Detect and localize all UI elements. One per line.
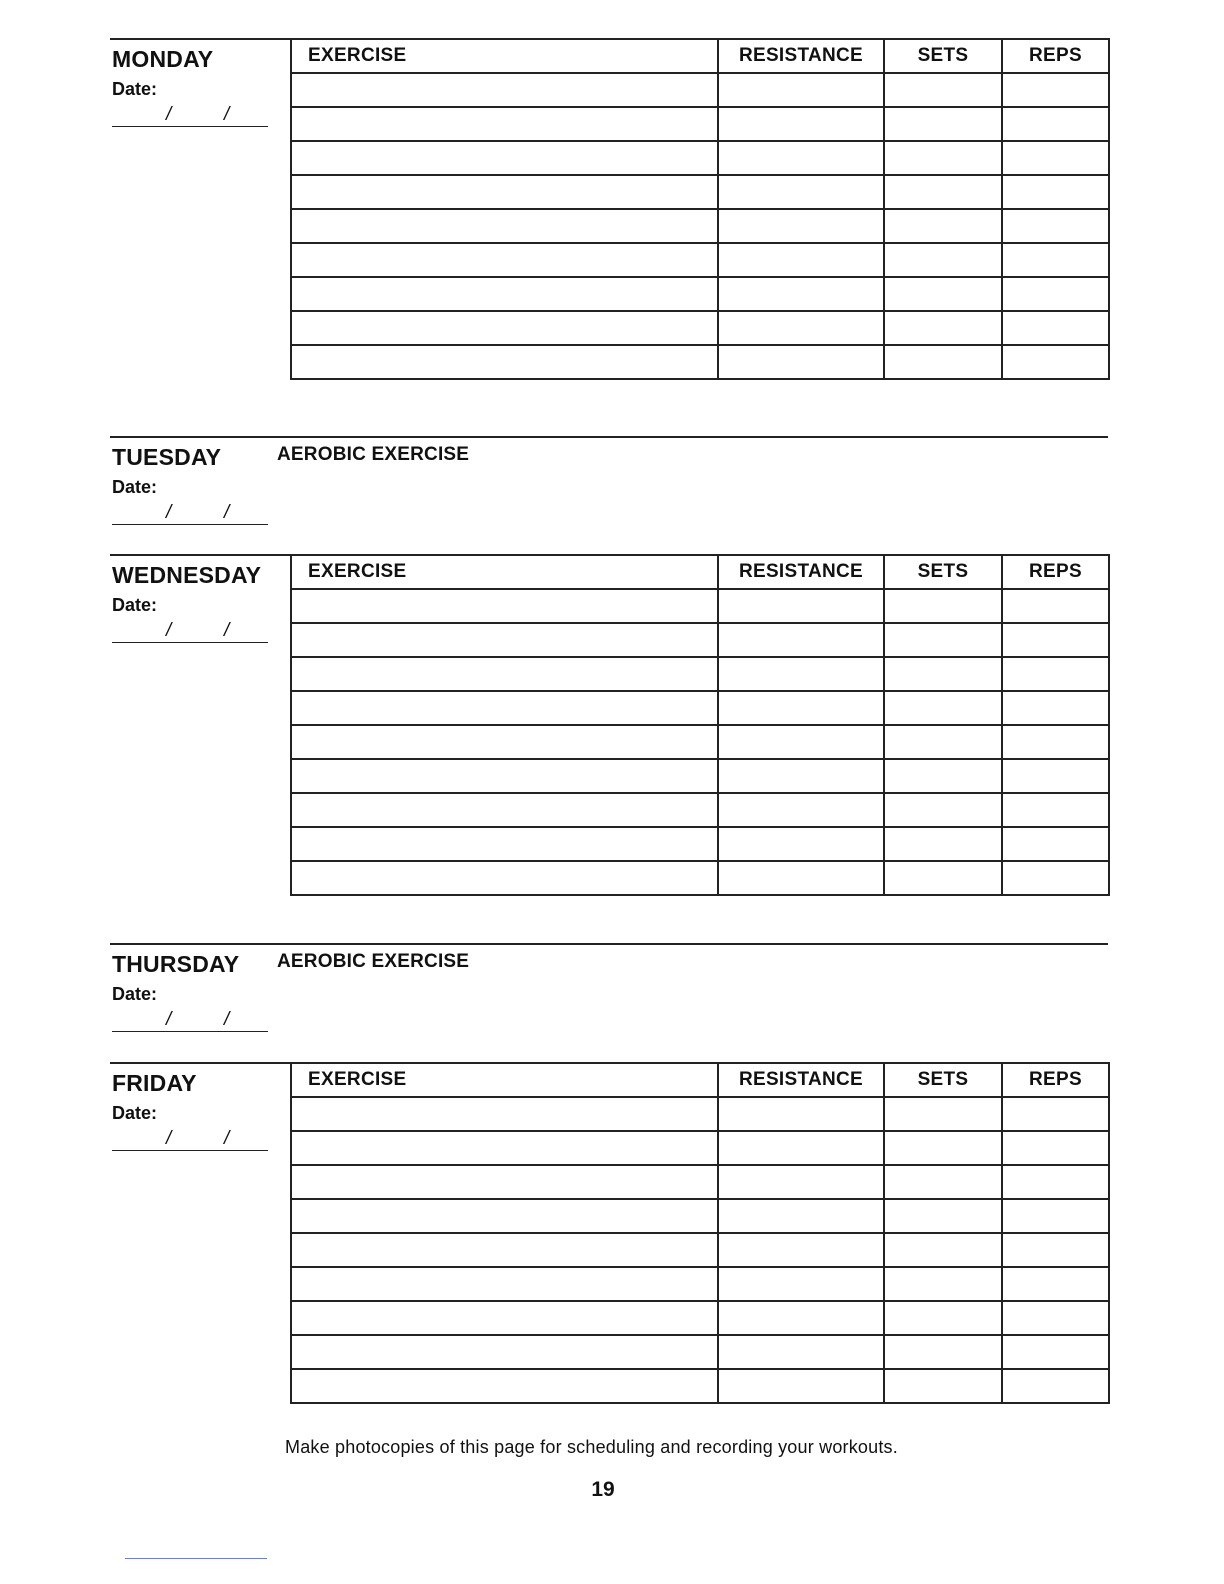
friday-exercise-table: [290, 1062, 1110, 1404]
exercise-cell[interactable]: [291, 623, 718, 657]
thursday-date-field[interactable]: [112, 1005, 268, 1032]
reps-cell[interactable]: [1002, 827, 1109, 861]
reps-cell[interactable]: [1002, 1131, 1109, 1165]
friday-section: [110, 1062, 1108, 1424]
table-row: [291, 589, 1109, 623]
thursday-divider: [110, 943, 1108, 945]
table-row: [291, 175, 1109, 209]
sets-cell[interactable]: [884, 1165, 1002, 1199]
reps-cell[interactable]: [1002, 657, 1109, 691]
sets-cell[interactable]: [884, 1369, 1002, 1403]
table-row: [291, 657, 1109, 691]
sets-cell[interactable]: [884, 1335, 1002, 1369]
date-slash: /: [224, 502, 230, 523]
sets-cell[interactable]: [884, 827, 1002, 861]
table-row: [291, 827, 1109, 861]
reps-cell[interactable]: [1002, 1199, 1109, 1233]
thursday-section: [110, 943, 1108, 1043]
reps-cell[interactable]: [1002, 345, 1109, 379]
resistance-cell[interactable]: [718, 725, 884, 759]
exercise-cell[interactable]: [291, 1199, 718, 1233]
header-sets: SETS: [884, 555, 1002, 589]
resistance-cell[interactable]: [718, 793, 884, 827]
wednesday-date-label: Date:: [112, 595, 158, 615]
resistance-cell[interactable]: [718, 691, 884, 725]
table-row: [291, 1301, 1109, 1335]
exercise-cell[interactable]: [291, 311, 718, 345]
sets-cell[interactable]: [884, 1233, 1002, 1267]
table-row: [291, 1335, 1109, 1369]
exercise-cell[interactable]: [291, 691, 718, 725]
header-resistance: RESISTANCE: [718, 39, 884, 73]
table-header-row: [291, 555, 1109, 589]
friday-day-name: FRIDAY: [112, 1070, 197, 1096]
tuesday-aerobic-label: AEROBIC EXERCISE: [277, 444, 470, 465]
page-number-wrap: [0, 1478, 1224, 1502]
reps-cell[interactable]: [1002, 1165, 1109, 1199]
header-reps: REPS: [1002, 39, 1109, 73]
exercise-cell[interactable]: [291, 345, 718, 379]
reps-cell[interactable]: [1002, 277, 1109, 311]
thursday-day-block: [112, 951, 282, 1032]
date-slash: /: [224, 104, 230, 125]
exercise-cell[interactable]: [291, 209, 718, 243]
sets-cell[interactable]: [884, 623, 1002, 657]
table-header-row: [291, 1063, 1109, 1097]
date-slash: /: [166, 1128, 172, 1149]
resistance-cell[interactable]: [718, 1233, 884, 1267]
resistance-cell[interactable]: [718, 73, 884, 107]
date-slash: /: [166, 104, 172, 125]
monday-section: [110, 38, 1108, 402]
table-header-row: [291, 39, 1109, 73]
wednesday-section: [110, 554, 1108, 914]
tuesday-divider: [110, 436, 1108, 438]
resistance-cell[interactable]: [718, 175, 884, 209]
resistance-cell[interactable]: [718, 827, 884, 861]
table-row: [291, 1267, 1109, 1301]
table-row: [291, 861, 1109, 895]
reps-cell[interactable]: [1002, 175, 1109, 209]
exercise-cell[interactable]: [291, 759, 718, 793]
header-resistance: RESISTANCE: [718, 555, 884, 589]
resistance-cell[interactable]: [718, 1369, 884, 1403]
resistance-cell[interactable]: [718, 243, 884, 277]
resistance-cell[interactable]: [718, 1165, 884, 1199]
monday-date-field[interactable]: [112, 100, 268, 127]
sets-cell[interactable]: [884, 759, 1002, 793]
sets-cell[interactable]: [884, 73, 1002, 107]
exercise-cell[interactable]: [291, 1097, 718, 1131]
reps-cell[interactable]: [1002, 243, 1109, 277]
table-row: [291, 73, 1109, 107]
monday-exercise-table: [290, 38, 1110, 380]
sets-cell[interactable]: [884, 209, 1002, 243]
friday-date-field[interactable]: [112, 1124, 268, 1151]
resistance-cell[interactable]: [718, 1199, 884, 1233]
exercise-cell[interactable]: [291, 141, 718, 175]
date-slash: /: [224, 1128, 230, 1149]
sets-cell[interactable]: [884, 657, 1002, 691]
exercise-cell[interactable]: [291, 861, 718, 895]
reps-cell[interactable]: [1002, 589, 1109, 623]
sets-cell[interactable]: [884, 793, 1002, 827]
header-exercise: EXERCISE: [291, 39, 718, 73]
reps-cell[interactable]: [1002, 1267, 1109, 1301]
resistance-cell[interactable]: [718, 277, 884, 311]
sets-cell[interactable]: [884, 1199, 1002, 1233]
reps-cell[interactable]: [1002, 1233, 1109, 1267]
resistance-cell[interactable]: [718, 209, 884, 243]
sets-cell[interactable]: [884, 1301, 1002, 1335]
header-sets: SETS: [884, 1063, 1002, 1097]
resistance-cell[interactable]: [718, 141, 884, 175]
sets-cell[interactable]: [884, 1097, 1002, 1131]
table-row: [291, 1131, 1109, 1165]
exercise-cell[interactable]: [291, 73, 718, 107]
wednesday-day-block: [112, 562, 282, 643]
sets-cell[interactable]: [884, 1131, 1002, 1165]
date-slash: /: [166, 502, 172, 523]
table-row: [291, 1165, 1109, 1199]
exercise-cell[interactable]: [291, 1369, 718, 1403]
table-row: [291, 1369, 1109, 1403]
reps-cell[interactable]: [1002, 759, 1109, 793]
table-row: [291, 1233, 1109, 1267]
exercise-cell[interactable]: [291, 725, 718, 759]
table-row: [291, 345, 1109, 379]
tuesday-date-field[interactable]: [112, 498, 268, 525]
table-row: [291, 623, 1109, 657]
thursday-date-label: Date:: [112, 984, 158, 1004]
reps-cell[interactable]: [1002, 141, 1109, 175]
exercise-cell[interactable]: [291, 1267, 718, 1301]
header-exercise: EXERCISE: [291, 1063, 718, 1097]
monday-date-label: Date:: [112, 79, 158, 99]
thursday-aerobic-label: AEROBIC EXERCISE: [277, 951, 470, 972]
wednesday-exercise-table: [290, 554, 1110, 896]
exercise-cell[interactable]: [291, 1301, 718, 1335]
tuesday-day-block: [112, 444, 282, 525]
exercise-cell[interactable]: [291, 1335, 718, 1369]
sets-cell[interactable]: [884, 141, 1002, 175]
sets-cell[interactable]: [884, 725, 1002, 759]
table-row: [291, 141, 1109, 175]
resistance-cell[interactable]: [718, 759, 884, 793]
table-row: [291, 725, 1109, 759]
thursday-day-name: THURSDAY: [112, 951, 240, 977]
sets-cell[interactable]: [884, 691, 1002, 725]
friday-day-block: [112, 1070, 282, 1151]
table-row: [291, 691, 1109, 725]
monday-day-block: [112, 46, 282, 127]
reps-cell[interactable]: [1002, 73, 1109, 107]
reps-cell[interactable]: [1002, 1369, 1109, 1403]
sets-cell[interactable]: [884, 277, 1002, 311]
table-row: [291, 277, 1109, 311]
exercise-cell[interactable]: [291, 1233, 718, 1267]
sets-cell[interactable]: [884, 175, 1002, 209]
exercise-cell[interactable]: [291, 1131, 718, 1165]
resistance-cell[interactable]: [718, 1131, 884, 1165]
resistance-cell[interactable]: [718, 861, 884, 895]
page-number: 19: [591, 1478, 615, 1501]
date-slash: /: [224, 1009, 230, 1030]
resistance-cell[interactable]: [718, 1301, 884, 1335]
reps-cell[interactable]: [1002, 691, 1109, 725]
resistance-cell[interactable]: [718, 1097, 884, 1131]
reps-cell[interactable]: [1002, 209, 1109, 243]
tuesday-day-name: TUESDAY: [112, 444, 222, 470]
resistance-cell[interactable]: [718, 1335, 884, 1369]
table-row: [291, 793, 1109, 827]
date-slash: /: [166, 1009, 172, 1030]
exercise-cell[interactable]: [291, 1165, 718, 1199]
reps-cell[interactable]: [1002, 1335, 1109, 1369]
friday-date-label: Date:: [112, 1103, 158, 1123]
date-slash: /: [166, 620, 172, 641]
reps-cell[interactable]: [1002, 1097, 1109, 1131]
header-reps: REPS: [1002, 555, 1109, 589]
monday-day-name: MONDAY: [112, 46, 214, 72]
reps-cell[interactable]: [1002, 311, 1109, 345]
table-row: [291, 107, 1109, 141]
resistance-cell[interactable]: [718, 589, 884, 623]
reps-cell[interactable]: [1002, 107, 1109, 141]
header-exercise: EXERCISE: [291, 555, 718, 589]
table-row: [291, 209, 1109, 243]
tuesday-date-label: Date:: [112, 477, 158, 497]
resistance-cell[interactable]: [718, 311, 884, 345]
tuesday-section: [110, 436, 1108, 536]
table-row: [291, 243, 1109, 277]
resistance-cell[interactable]: [718, 657, 884, 691]
reps-cell[interactable]: [1002, 861, 1109, 895]
wednesday-date-field[interactable]: [112, 616, 268, 643]
exercise-cell[interactable]: [291, 243, 718, 277]
resistance-cell[interactable]: [718, 623, 884, 657]
table-row: [291, 759, 1109, 793]
header-resistance: RESISTANCE: [718, 1063, 884, 1097]
footer-note: Make photocopies of this page for scheduling and recording your workouts.: [285, 1437, 898, 1457]
exercise-cell[interactable]: [291, 827, 718, 861]
resistance-cell[interactable]: [718, 107, 884, 141]
resistance-cell[interactable]: [718, 345, 884, 379]
table-row: [291, 311, 1109, 345]
exercise-cell[interactable]: [291, 107, 718, 141]
table-row: [291, 1199, 1109, 1233]
table-row: [291, 1097, 1109, 1131]
wednesday-day-name: WEDNESDAY: [112, 562, 262, 588]
header-sets: SETS: [884, 39, 1002, 73]
resistance-cell[interactable]: [718, 1267, 884, 1301]
date-slash: /: [224, 620, 230, 641]
sets-cell[interactable]: [884, 589, 1002, 623]
sets-cell[interactable]: [884, 243, 1002, 277]
reps-cell[interactable]: [1002, 623, 1109, 657]
reps-cell[interactable]: [1002, 793, 1109, 827]
sets-cell[interactable]: [884, 345, 1002, 379]
sets-cell[interactable]: [884, 1267, 1002, 1301]
sets-cell[interactable]: [884, 861, 1002, 895]
exercise-cell[interactable]: [291, 277, 718, 311]
sets-cell[interactable]: [884, 107, 1002, 141]
sets-cell[interactable]: [884, 311, 1002, 345]
exercise-cell[interactable]: [291, 175, 718, 209]
header-reps: REPS: [1002, 1063, 1109, 1097]
bottom-rule: [125, 1558, 267, 1559]
reps-cell[interactable]: [1002, 1301, 1109, 1335]
exercise-cell[interactable]: [291, 657, 718, 691]
exercise-cell[interactable]: [291, 589, 718, 623]
exercise-cell[interactable]: [291, 793, 718, 827]
reps-cell[interactable]: [1002, 725, 1109, 759]
